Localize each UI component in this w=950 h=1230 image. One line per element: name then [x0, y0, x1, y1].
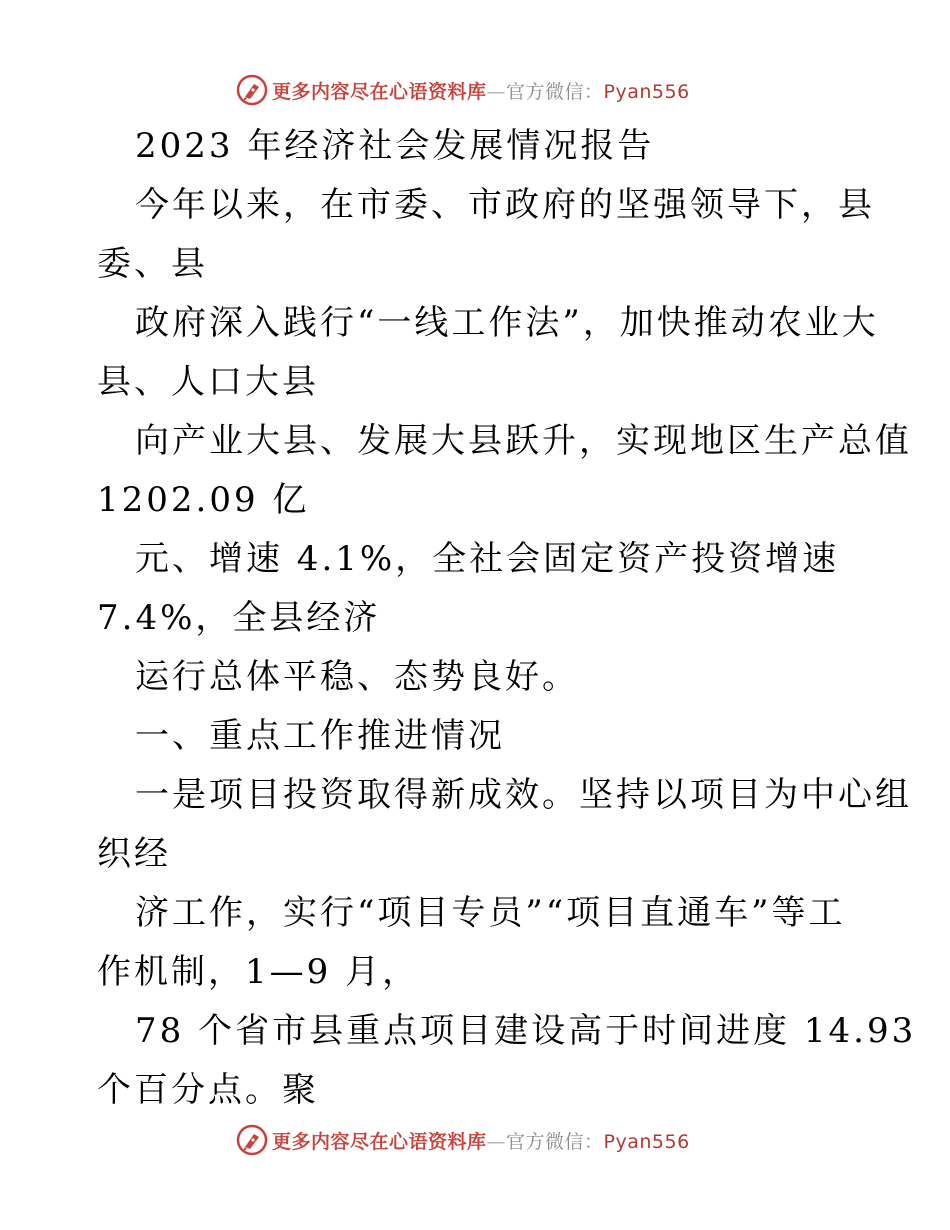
document-body [97, 117, 917, 1120]
watermark-separator: — [486, 1130, 507, 1153]
watermark-wechat-label: 官方微信： [506, 1130, 604, 1153]
text-line: 今年以来，在市委、市政府的坚强领导下，县 [135, 185, 875, 225]
header-watermark [236, 74, 690, 106]
pen-nib-circle-icon [236, 74, 268, 106]
text-line: 向产业大县、发展大县跃升，实现地区生产总值 [135, 421, 912, 461]
watermark-wechat-id: Pyan556 [603, 1130, 690, 1153]
text-line: 个百分点。聚 [97, 1070, 319, 1110]
watermark-wechat-id: Pyan556 [603, 80, 690, 103]
text-line: 元、增速 4.1%，全社会固定资产投资增速 [135, 539, 840, 579]
text-line: 7.4%，全县经济 [97, 598, 381, 638]
pen-nib-circle-icon [236, 1124, 268, 1156]
text-line: 作机制，1—9 月， [97, 952, 420, 992]
section-heading: 一、重点工作推进情况 [135, 716, 505, 756]
text-line: 78 个省市县重点项目建设高于时间进度 14.93 [135, 1011, 917, 1051]
watermark-wechat-label: 官方微信： [506, 80, 604, 103]
footer-watermark [236, 1124, 690, 1156]
watermark-separator: — [486, 80, 507, 103]
text-line: 政府深入践行“一线工作法”，加快推动农业大 [135, 303, 879, 343]
document-title: 2023 年经济社会发展情况报告 [135, 126, 655, 166]
watermark-site-name: 更多内容尽在心语资料库 [272, 1130, 487, 1153]
text-line: 1202.09 亿 [97, 480, 310, 520]
text-line: 一是项目投资取得新成效。坚持以项目为中心组 [135, 775, 912, 815]
text-line: 县、人口大县 [97, 362, 319, 402]
text-line: 运行总体平稳、态势良好。 [135, 657, 579, 697]
text-line: 济工作，实行“项目专员”“项目直通车”等工 [135, 893, 846, 933]
watermark-site-name: 更多内容尽在心语资料库 [272, 80, 487, 103]
text-line: 委、县 [97, 244, 208, 284]
text-line: 织经 [97, 834, 171, 874]
